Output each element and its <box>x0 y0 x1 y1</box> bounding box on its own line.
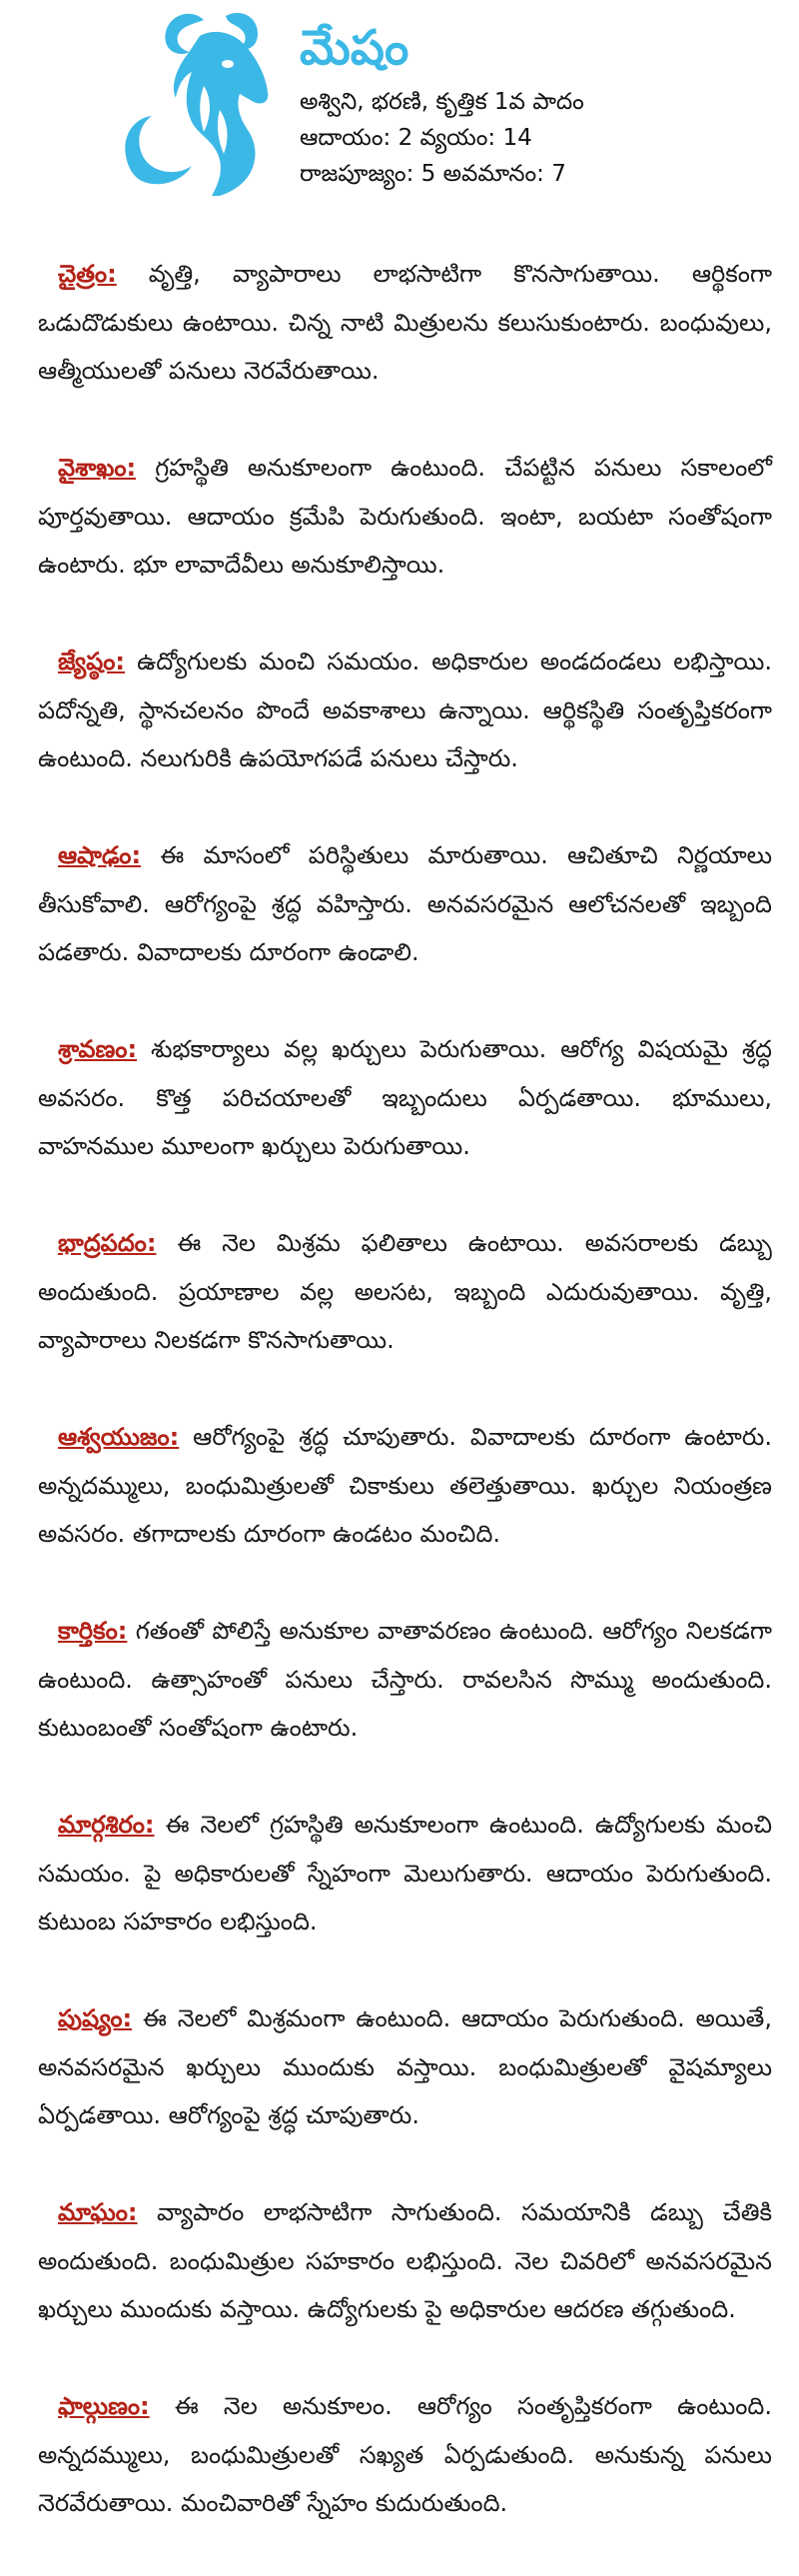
month-heading: మార్గశిరం: <box>58 1811 155 1839</box>
month-paragraph-jyeshtam <box>38 638 772 783</box>
month-text: ఈ మాసంలో పరిస్థితులు మారుతాయి. ఆచితూచి నిర్ణయాలు తీసుకోవాలి. ఆరోగ్యంపై శ్రద్ధ వహిస్తారు. అనవసరమైన ఆలోచనలతో ఇబ్బంది పడతారు. వివాదాలకు దూరంగా ఉండాలి. <box>38 841 772 966</box>
month-heading: ఆషాఢం: <box>58 841 142 869</box>
month-paragraph-ashadam <box>38 831 772 977</box>
month-text: ఈ నెలలో గ్రహస్థితి అనుకూలంగా ఉంటుంది. ఉద్యోగులకు మంచి సమయం. పై అధికారులతో స్నేహంగా మెలుగుతారు. ఆదాయం పెరుగుతుంది. కుటుంబ సహకారం లభిస్తుంది. <box>38 1811 772 1935</box>
month-paragraph-magham <box>38 2188 772 2334</box>
month-paragraph-bhadrapadam <box>38 1219 772 1365</box>
month-paragraph-chaitram <box>38 250 772 396</box>
month-heading: కార్తికం: <box>58 1617 128 1645</box>
month-heading: మాఘం: <box>58 2198 138 2226</box>
month-paragraph-karthikam <box>38 1607 772 1753</box>
month-text: వృత్తి, వ్యాపారాలు లాభసాటిగా కొనసాగుతాయి. ఆర్థికంగా ఒడుదొడుకులు ఉంటాయి. చిన్న నాటి మిత్రులను కలుసుకుంటారు. బంధువులు, ఆత్మీయులతో పనులు నెరవేరుతాయి. <box>38 260 773 385</box>
page-title: మేషం <box>300 20 409 76</box>
income-expense-line: ఆదాయం: 2 వ్యయం: 14 <box>300 125 532 151</box>
month-heading: పుష్యం: <box>58 2004 133 2032</box>
month-heading: శ్రావణం: <box>58 1035 138 1063</box>
month-heading: చైత్రం: <box>58 260 117 288</box>
nakshatra-line: అశ్విని, భరణి, కృత్తిక 1వ పాదం <box>300 89 584 115</box>
honor-insult-line: రాజపూజ్యం: 5 అవమానం: 7 <box>300 161 566 187</box>
month-text: శుభకార్యాలు వల్ల ఖర్చులు పెరుగుతాయి. ఆరోగ్య విషయమై శ్రద్ధ అవసరం. కొత్త పరిచయాలతో ఇబ్బందులు ఏర్పడతాయి. భూములు, వాహనముల మూలంగా ఖర్చులు పెరుగుతాయి. <box>38 1035 772 1160</box>
month-heading: జ్యేష్ఠం: <box>58 647 126 675</box>
month-heading: ఆశ్వయుజం: <box>58 1423 180 1451</box>
month-text: గతంతో పోలిస్తే అనుకూల వాతావరణం ఉంటుంది. ఆరోగ్యం నిలకడగా ఉంటుంది. ఉత్సాహంతో పనులు చేస్తారు. రావలసిన సొమ్ము అందుతుంది. కుటుంబంతో సంతోషంగా ఉంటారు. <box>38 1617 772 1742</box>
month-text: ఉద్యోగులకు మంచి సమయం. అధికారుల అండదండలు లభిస్తాయి. పదోన్నతి, స్థానచలనం పొందే అవకాశాలు ఉన్నాయి. ఆర్థికస్థితి సంతృప్తికరంగా ఉంటుంది. నలుగురికి ఉపయోగపడే పనులు చేస్తారు. <box>38 647 772 772</box>
month-text: వ్యాపారం లాభసాటిగా సాగుతుంది. సమయానికి డబ్బు చేతికి అందుతుంది. బంధుమిత్రుల సహకారం లభిస్తుంది. నెల చివరిలో అనవసరమైన ఖర్చులు ముందుకు వస్తాయి. ఉద్యోగులకు పై అధికారుల ఆదరణ తగ్గుతుంది. <box>38 2198 772 2323</box>
month-paragraph-asvayujam <box>38 1413 772 1559</box>
month-heading: ఫాల్గుణం: <box>58 2392 150 2420</box>
month-paragraph-margasiram <box>38 1801 772 1946</box>
month-text: ఈ నెల అనుకూలం. ఆరోగ్యం సంతృప్తికరంగా ఉంటుంది. అన్నదమ్ములు, బంధుమిత్రులతో సఖ్యత ఏర్పడుతుంది. అనుకున్న పనులు నెరవేరుతాయి. మంచివారితో స్నేహం కుదురుతుంది. <box>38 2392 772 2517</box>
month-heading: వైశాఖం: <box>58 454 137 482</box>
month-paragraph-phalgunam <box>38 2382 772 2528</box>
aries-ram-logo-icon <box>108 6 278 202</box>
month-text: ఈ నెలలో మిశ్రమంగా ఉంటుంది. ఆదాయం పెరుగుతుంది. అయితే, అనవసరమైన ఖర్చులు ముందుకు వస్తాయి. బంధుమిత్రులతో వైషమ్యాలు ఏర్పడతాయి. ఆరోగ్యంపై శ్రద్ధ చూపుతారు. <box>38 2004 772 2129</box>
monthly-predictions <box>38 250 772 2576</box>
month-paragraph-pushyam <box>38 1994 772 2140</box>
nakshatra-info <box>300 84 584 192</box>
month-text: ఆరోగ్యంపై శ్రద్ధ చూపుతారు. వివాదాలకు దూరంగా ఉంటారు. అన్నదమ్ములు, బంధుమిత్రులతో చికాకులు తలెత్తుతాయి. ఖర్చుల నియంత్రణ అవసరం. తగాదాలకు దూరంగా ఉండటం మంచిది. <box>38 1423 772 1548</box>
month-text: ఈ నెల మిశ్రమ ఫలితాలు ఉంటాయి. అవసరాలకు డబ్బు అందుతుంది. ప్రయాణాల వల్ల అలసట, ఇబ్బంది ఎదురువుతాయి. వృత్తి, వ్యాపారాలు నిలకడగా కొనసాగుతాయి. <box>38 1229 772 1354</box>
month-text: గ్రహస్థితి అనుకూలంగా ఉంటుంది. చేపట్టిన పనులు సకాలంలో పూర్తవుతాయి. ఆదాయం క్రమేపి పెరుగుతుంది. ఇంటా, బయటా సంతోషంగా ఉంటారు. భూ లావాదేవీలు అనుకూలిస్తాయి. <box>38 454 772 579</box>
month-paragraph-sravanam <box>38 1025 772 1171</box>
header <box>0 0 799 210</box>
month-paragraph-vaisakham <box>38 444 772 590</box>
month-heading: భాద్రపదం: <box>58 1229 157 1257</box>
